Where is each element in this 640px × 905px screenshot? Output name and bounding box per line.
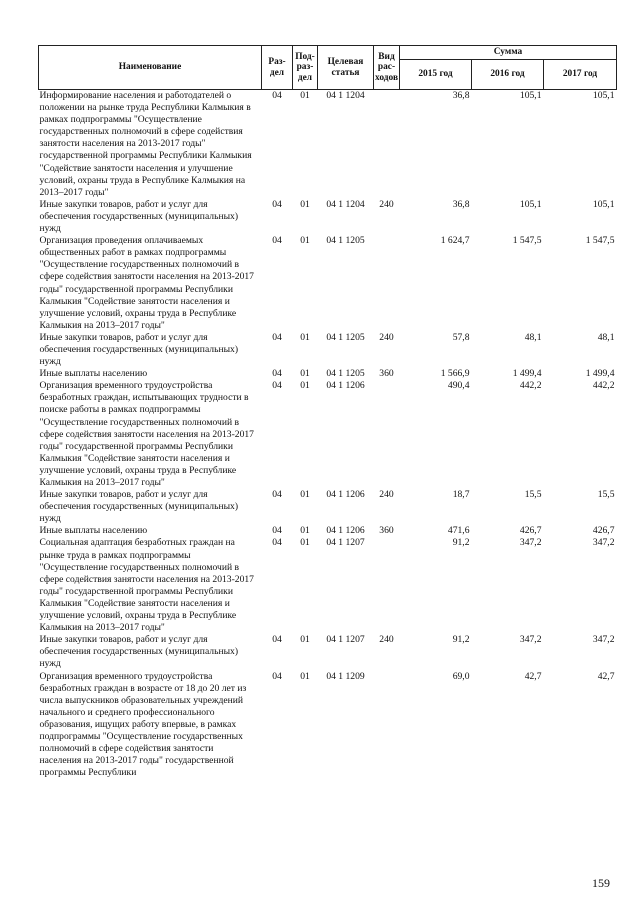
row-sum-2016: 15,5 <box>524 489 542 501</box>
row-razdel: 04 <box>272 489 282 501</box>
row-sum-2017: 15,5 <box>597 489 615 501</box>
table-row <box>39 199 617 235</box>
row-sum-2017: 1 547,5 <box>585 235 615 247</box>
row-vid-rashodov <box>374 235 400 332</box>
row-sum-2016: 426,7 <box>519 525 542 537</box>
table-row <box>39 671 617 780</box>
row-celevaya-statya: 04 1 1207 <box>326 634 365 646</box>
row-vid-rashodov <box>374 90 400 199</box>
row-vid-rashodov: 360 <box>379 525 394 537</box>
row-sum-2017: 442,2 <box>592 380 615 392</box>
row-name: Организация временного трудоустройства безработных граждан, испытывающих трудности в поиске работы в рамках подпрограммы "Осуществление государственных полномочий в сфере содействия занятости населения на 2013-2017 годы" государственной программы Республики Калмыкия "Содействие занятости населения и улучшение условий, охраны труда в Республике Калмыкия на 2013–2017 годы" <box>39 380 254 488</box>
row-sum-2015: 91,2 <box>452 537 470 549</box>
row-vid-rashodov: 240 <box>379 198 394 210</box>
row-name: Иные закупки товаров, работ и услуг для обеспечения государственных (муниципальных) нужд <box>39 634 239 670</box>
table-row <box>39 90 617 199</box>
row-razdel: 04 <box>272 198 282 210</box>
row-sum-2017: 347,2 <box>592 634 615 646</box>
row-sum-2017: 48,1 <box>597 331 615 343</box>
row-podrazdel: 01 <box>300 235 310 247</box>
row-name: Иные закупки товаров, работ и услуг для обеспечения государственных (муниципальных) нужд <box>39 331 239 368</box>
row-podrazdel: 01 <box>300 525 310 537</box>
row-vid-rashodov <box>374 671 400 780</box>
row-sum-2017: 347,2 <box>592 537 615 549</box>
row-razdel: 04 <box>272 537 282 549</box>
row-vid-rashodov <box>374 537 400 634</box>
row-razdel: 04 <box>272 525 282 537</box>
row-sum-2016: 347,2 <box>519 634 542 646</box>
table-body <box>39 90 617 780</box>
row-name: Иные закупки товаров, работ и услуг для обеспечения государственных (муниципальных) нужд <box>39 489 239 525</box>
row-sum-2016: 347,2 <box>519 537 542 549</box>
header-2016: 2016 год <box>472 60 544 90</box>
header-celevaya-text: Целевая статья <box>327 57 364 78</box>
header-vid-text: Вид рас- ходов <box>375 51 399 83</box>
row-sum-2016: 1 547,5 <box>512 235 542 247</box>
table-row <box>39 235 617 332</box>
row-sum-2016: 1 499,4 <box>512 368 542 380</box>
row-celevaya-statya: 04 1 1205 <box>326 331 365 343</box>
row-name: Иные выплаты населению <box>39 368 148 380</box>
row-sum-2015: 91,2 <box>452 634 470 646</box>
row-sum-2015: 471,6 <box>447 525 470 537</box>
row-sum-2017: 426,7 <box>592 525 615 537</box>
row-name: Иные закупки товаров, работ и услуг для обеспечения государственных (муниципальных) нужд <box>39 198 239 235</box>
row-sum-2015: 36,8 <box>452 198 470 210</box>
row-celevaya-statya: 04 1 1207 <box>326 537 365 549</box>
table-row <box>39 525 617 537</box>
header-2017: 2017 год <box>544 60 617 90</box>
header-summa: Сумма <box>400 46 617 60</box>
row-celevaya-statya: 04 1 1205 <box>326 235 365 247</box>
row-sum-2017: 1 499,4 <box>585 368 615 380</box>
header-razdel <box>262 46 293 90</box>
row-name: Иные выплаты населению <box>39 525 148 537</box>
row-podrazdel: 01 <box>300 368 310 380</box>
row-sum-2015: 69,0 <box>452 670 470 682</box>
header-celevaya <box>318 46 374 90</box>
row-podrazdel: 01 <box>300 670 310 682</box>
row-podrazdel: 01 <box>300 198 310 210</box>
row-name: Организация временного трудоустройства безработных граждан в возрасте от 18 до 20 лет из числа выпускников образовательных учреждений начального и среднего профессионального образования, ищущих работу впервые, в рамках подпрограммы "Осуществление государственных полномочий в сфере содействия занятости населения на 2013-2017 годы" государственной программы Республики <box>39 670 247 779</box>
row-name: Социальная адаптация безработных граждан на рынке труда в рамках подпрограммы "Осуществление государственных полномочий в сфере содействия занятости населения на 2013-2017 годы" государственной программы Республики Калмыкия "Содействие занятости населения и улучшение условий, охраны труда в Республике Калмыкия на 2013–2017 годы" <box>39 537 254 634</box>
row-razdel: 04 <box>272 235 282 247</box>
row-sum-2016: 105,1 <box>519 198 542 210</box>
row-sum-2017: 42,7 <box>597 670 615 682</box>
row-podrazdel: 01 <box>300 90 310 101</box>
row-celevaya-statya: 04 1 1206 <box>326 525 365 537</box>
row-vid-rashodov: 240 <box>379 331 394 343</box>
row-celevaya-statya: 04 1 1206 <box>326 380 365 392</box>
table-row <box>39 332 617 368</box>
row-name: Организация проведения оплачиваемых общественных работ в рамках подпрограммы "Осуществление государственных полномочий в сфере содействия занятости населения на 2013-2017 годы" государственной программы Республики Калмыкия "Содействие занятости населения и улучшение условий, охраны труда в Республике Калмыкия на 2013–2017 годы" <box>39 235 254 331</box>
row-podrazdel: 01 <box>300 331 310 343</box>
table-row <box>39 489 617 525</box>
row-razdel: 04 <box>272 90 282 101</box>
row-sum-2015: 490,4 <box>447 380 470 392</box>
row-sum-2015: 1 566,9 <box>440 368 470 380</box>
budget-table <box>38 45 617 779</box>
row-razdel: 04 <box>272 380 282 392</box>
row-vid-rashodov: 360 <box>379 368 394 380</box>
row-razdel: 04 <box>272 331 282 343</box>
header-2015: 2015 год <box>400 60 472 90</box>
header-name: Наименование <box>39 46 262 90</box>
header-vid <box>374 46 400 90</box>
table-row <box>39 380 617 489</box>
row-razdel: 04 <box>272 368 282 380</box>
row-podrazdel: 01 <box>300 380 310 392</box>
row-vid-rashodov <box>374 380 400 489</box>
row-podrazdel: 01 <box>300 634 310 646</box>
row-sum-2017: 105,1 <box>592 198 615 210</box>
table-row <box>39 537 617 634</box>
row-celevaya-statya: 04 1 1205 <box>326 368 365 380</box>
row-sum-2016: 42,7 <box>524 670 542 682</box>
row-vid-rashodov: 240 <box>379 489 394 501</box>
table-row <box>39 634 617 670</box>
row-razdel: 04 <box>272 634 282 646</box>
row-name: Информирование населения и работодателей о положении на рынке труда Республики Калмыкия в рамках подпрограммы "Осуществление государственных полномочий в сфере содействия занятости населения на 2013-2017 годы" государственной программы Республики Калмыкия "Содействие занятости населения и улучшение условий, охраны труда в Республике Калмыкия на 2013–2017 годы" <box>39 90 252 198</box>
row-sum-2015: 18,7 <box>452 489 470 501</box>
row-vid-rashodov: 240 <box>379 634 394 646</box>
row-sum-2015: 36,8 <box>452 90 470 101</box>
row-celevaya-statya: 04 1 1206 <box>326 489 365 501</box>
row-razdel: 04 <box>272 670 282 682</box>
row-celevaya-statya: 04 1 1204 <box>326 90 365 101</box>
row-sum-2015: 57,8 <box>452 331 470 343</box>
row-sum-2016: 105,1 <box>519 90 542 101</box>
row-podrazdel: 01 <box>300 537 310 549</box>
page-number: 159 <box>592 876 610 890</box>
table-row <box>39 368 617 380</box>
row-sum-2015: 1 624,7 <box>440 235 470 247</box>
row-celevaya-statya: 04 1 1204 <box>326 198 365 210</box>
header-razdel-text: Раз- дел <box>268 57 286 78</box>
row-sum-2017: 105,1 <box>592 90 615 101</box>
row-podrazdel: 01 <box>300 489 310 501</box>
row-celevaya-statya: 04 1 1209 <box>326 670 365 682</box>
row-sum-2016: 48,1 <box>524 331 542 343</box>
header-podrazdel-text: Под- раз- дел <box>295 51 315 83</box>
row-sum-2016: 442,2 <box>519 380 542 392</box>
header-podrazdel <box>293 46 318 90</box>
table-header <box>39 46 617 90</box>
